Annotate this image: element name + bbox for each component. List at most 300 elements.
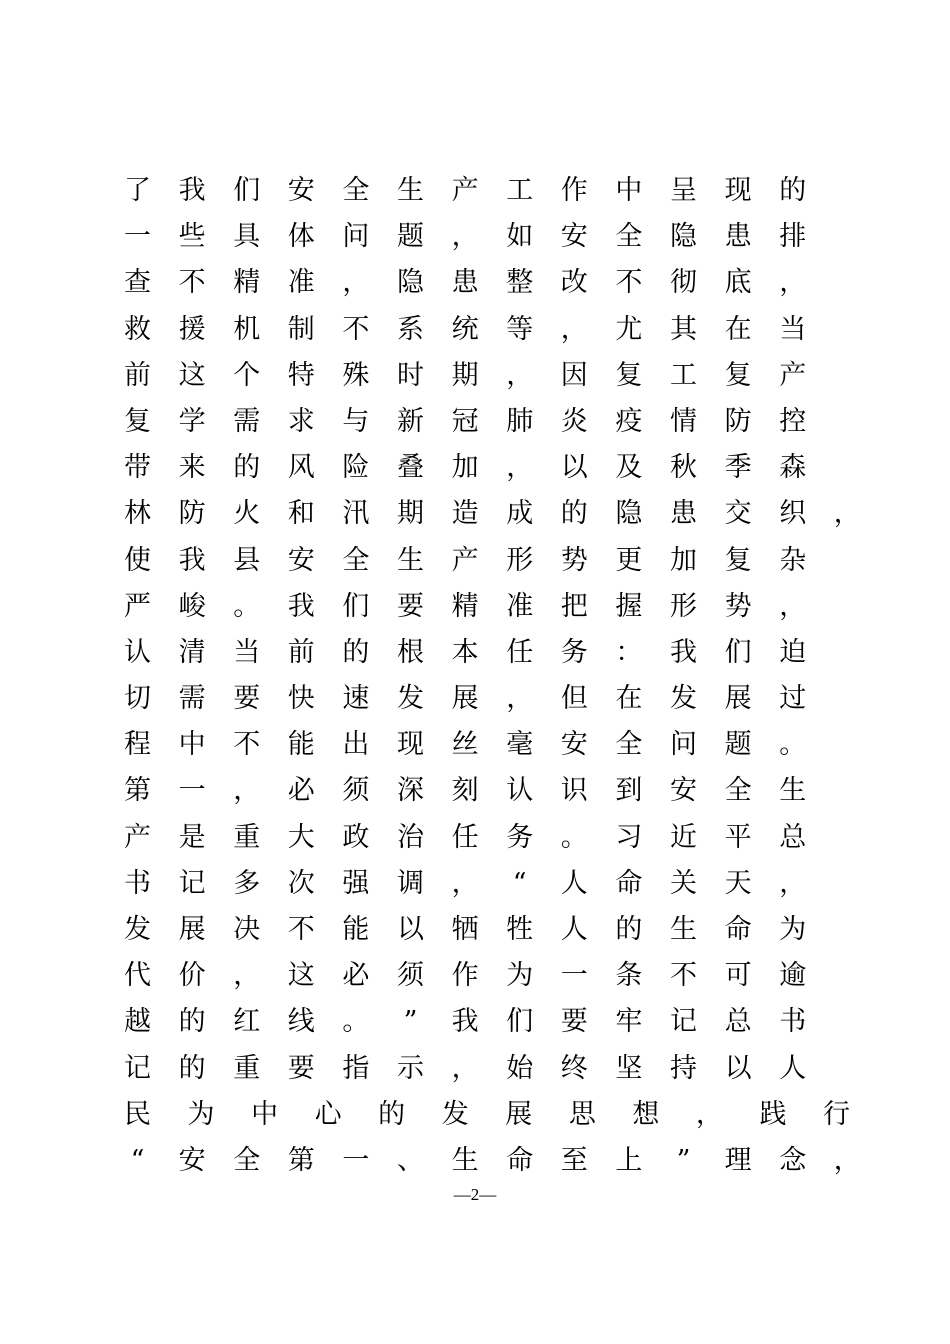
text-char: 呈 — [670, 175, 697, 206]
text-char: 逾 — [779, 960, 807, 992]
text-char: 能 — [287, 729, 315, 761]
text-line — [124, 815, 850, 861]
text-char: 产 — [779, 359, 807, 391]
text-char: 控 — [779, 405, 807, 437]
text-char: 隐 — [397, 267, 424, 299]
text-char: 们 — [342, 590, 370, 622]
page-number: —2— — [453, 1185, 497, 1204]
text-char: 不 — [342, 313, 370, 345]
text-char: 发 — [670, 683, 697, 715]
text-char: 全 — [342, 544, 370, 576]
text-char: 在 — [615, 683, 643, 715]
text-char: 践 — [759, 1098, 787, 1130]
text-line — [124, 260, 850, 306]
text-char: 工 — [670, 359, 697, 391]
text-char: 时 — [397, 359, 424, 391]
text-char: 汛 — [342, 498, 370, 530]
text-char: 来 — [178, 452, 206, 484]
text-char: 须 — [397, 960, 424, 992]
text-char: ， — [506, 452, 534, 484]
text-char: 示 — [397, 1052, 424, 1084]
text-char: 思 — [568, 1098, 596, 1130]
text-char: 复 — [724, 544, 752, 576]
text-char: 精 — [451, 590, 479, 622]
text-char: ， — [833, 498, 861, 530]
text-char: 大 — [287, 821, 315, 853]
text-char: 理 — [724, 1144, 752, 1176]
text-char: 须 — [342, 775, 370, 807]
text-char: 问 — [670, 729, 697, 761]
text-char: 冠 — [451, 405, 479, 437]
text-char: 治 — [397, 821, 424, 853]
text-line — [124, 584, 850, 630]
text-line — [124, 630, 850, 676]
text-char: 加 — [451, 452, 479, 484]
text-char: 重 — [233, 821, 261, 853]
text-char: 防 — [724, 405, 752, 437]
text-char: 复 — [124, 405, 151, 437]
text-char: 人 — [560, 867, 588, 899]
text-char: 患 — [670, 498, 697, 530]
text-char: 安 — [287, 175, 315, 206]
text-char: 产 — [451, 544, 479, 576]
text-char: 们 — [724, 636, 752, 668]
text-char: 当 — [779, 313, 807, 345]
text-line — [124, 953, 850, 999]
text-char: 中 — [251, 1098, 279, 1130]
text-line — [124, 1138, 861, 1184]
text-char: 平 — [724, 821, 752, 853]
text-char: 其 — [670, 313, 697, 345]
text-char: 作 — [560, 175, 588, 206]
text-char: 可 — [724, 960, 752, 992]
text-char: 为 — [187, 1098, 215, 1130]
text-char: 指 — [342, 1052, 370, 1084]
text-char: 记 — [178, 867, 206, 899]
text-char: 展 — [505, 1098, 533, 1130]
text-char: 握 — [615, 590, 643, 622]
text-char: 快 — [287, 683, 315, 715]
text-char: 改 — [560, 267, 588, 299]
text-char: 交 — [724, 498, 752, 530]
text-char: 生 — [779, 775, 807, 807]
text-char: 准 — [287, 267, 315, 299]
text-char: 条 — [615, 960, 643, 992]
text-char: 以 — [724, 1052, 752, 1084]
text-char: 体 — [287, 221, 315, 253]
text-line — [124, 768, 850, 814]
text-char: 隐 — [615, 498, 643, 530]
text-char: 风 — [287, 452, 315, 484]
text-char: 发 — [441, 1098, 469, 1130]
text-char: 命 — [724, 914, 752, 945]
text-char: 人 — [779, 1052, 807, 1084]
text-char: 务 — [560, 636, 588, 668]
text-char: 生 — [397, 175, 424, 206]
text-line — [124, 1046, 850, 1092]
text-char: “ — [130, 1144, 145, 1176]
text-char: ” — [403, 1006, 418, 1038]
text-char: ， — [233, 775, 261, 807]
text-char: 安 — [287, 544, 315, 576]
text-char: 现 — [397, 729, 424, 761]
text-char: 的 — [233, 452, 261, 484]
text-char: 势 — [560, 544, 588, 576]
text-line — [124, 676, 850, 722]
text-char: 刻 — [451, 775, 479, 807]
text-char: 上 — [615, 1144, 643, 1176]
text-char: 本 — [451, 636, 479, 668]
text-char: 务 — [506, 821, 534, 853]
text-char: 形 — [506, 544, 534, 576]
text-char: 不 — [670, 960, 697, 992]
text-char: 患 — [724, 221, 752, 253]
text-char: 能 — [342, 914, 370, 945]
text-char: 中 — [178, 729, 206, 761]
text-char: 的 — [779, 175, 807, 206]
text-char: 总 — [779, 821, 807, 853]
text-char: 民 — [124, 1098, 151, 1130]
text-char: 题 — [397, 221, 424, 253]
text-char: 终 — [560, 1052, 588, 1084]
text-char: 整 — [506, 267, 534, 299]
text-char: 要 — [233, 683, 261, 715]
text-char: 生 — [451, 1144, 479, 1176]
text-line — [124, 722, 850, 768]
text-char: 一 — [124, 221, 151, 253]
text-char: 需 — [233, 405, 261, 437]
text-line — [124, 399, 850, 445]
text-char: 安 — [178, 1144, 206, 1176]
text-char: 书 — [779, 1006, 807, 1038]
text-char: 多 — [233, 867, 261, 899]
text-char: 个 — [233, 359, 261, 391]
text-char: 想 — [632, 1098, 660, 1130]
text-char: 肺 — [506, 405, 534, 437]
text-char: 季 — [724, 452, 752, 484]
text-char: 中 — [615, 175, 643, 206]
text-char: ” — [676, 1144, 691, 1176]
text-char: ， — [451, 221, 479, 253]
text-char: 复 — [615, 359, 643, 391]
text-char: 安 — [670, 775, 697, 807]
text-char: 不 — [178, 267, 206, 299]
text-char: 。 — [779, 729, 807, 761]
text-char: 排 — [779, 221, 807, 253]
text-char: 形 — [670, 590, 697, 622]
text-char: 丝 — [451, 729, 479, 761]
text-char: 全 — [233, 1144, 261, 1176]
text-line — [124, 307, 850, 353]
text-char: ， — [779, 867, 807, 899]
text-char: 前 — [287, 636, 315, 668]
text-line — [124, 1092, 850, 1138]
text-char: 把 — [560, 590, 588, 622]
text-char: 援 — [178, 313, 206, 345]
text-char: 我 — [178, 544, 206, 576]
text-char: 是 — [178, 821, 206, 853]
text-char: 习 — [615, 821, 643, 853]
text-char: 认 — [506, 775, 534, 807]
text-line — [124, 214, 850, 260]
text-line — [124, 445, 850, 491]
text-char: 隐 — [670, 221, 697, 253]
text-char: 全 — [615, 221, 643, 253]
text-char: 们 — [233, 175, 261, 206]
text-char: 行 — [823, 1098, 850, 1130]
text-char: 速 — [342, 683, 370, 715]
text-char: 牢 — [615, 1006, 643, 1038]
text-char: 题 — [724, 729, 752, 761]
text-char: ， — [233, 960, 261, 992]
text-char: 。 — [560, 821, 588, 853]
text-char: ， — [833, 1144, 861, 1176]
text-char: “ — [512, 867, 527, 899]
text-char: 记 — [670, 1006, 697, 1038]
text-char: 命 — [615, 867, 643, 899]
text-char: 复 — [724, 359, 752, 391]
text-char: 不 — [615, 267, 643, 299]
text-char: 现 — [724, 175, 752, 206]
text-char: 识 — [560, 775, 588, 807]
text-char: 线 — [287, 1006, 315, 1038]
text-char: ， — [342, 267, 370, 299]
text-char: 因 — [560, 359, 588, 391]
text-char: 但 — [560, 683, 588, 715]
text-char: 火 — [233, 498, 261, 530]
text-char: 我 — [451, 1006, 479, 1038]
text-line — [124, 353, 850, 399]
text-char: 机 — [233, 313, 261, 345]
text-char: 切 — [124, 683, 151, 715]
text-char: 系 — [397, 313, 424, 345]
text-line — [124, 861, 850, 907]
text-char: ， — [695, 1098, 723, 1130]
text-char: 如 — [506, 221, 534, 253]
text-char: 调 — [397, 867, 424, 899]
text-char: 当 — [233, 636, 261, 668]
text-char: 的 — [378, 1098, 406, 1130]
text-char: 为 — [506, 960, 534, 992]
text-char: 在 — [724, 313, 752, 345]
text-char: 和 — [287, 498, 315, 530]
text-char: 准 — [506, 590, 534, 622]
text-char: 生 — [670, 914, 697, 945]
text-char: 必 — [342, 960, 370, 992]
text-char: 全 — [342, 175, 370, 206]
text-char: 我 — [287, 590, 315, 622]
text-char: 更 — [615, 544, 643, 576]
text-char: 前 — [124, 359, 151, 391]
text-char: 问 — [342, 221, 370, 253]
text-char: 精 — [233, 267, 261, 299]
text-char: ， — [451, 1052, 479, 1084]
text-char: 查 — [124, 267, 151, 299]
text-char: 记 — [124, 1052, 151, 1084]
text-char: 政 — [342, 821, 370, 853]
text-char: 全 — [615, 729, 643, 761]
text-char: ： — [615, 636, 643, 668]
text-char: 期 — [397, 498, 424, 530]
text-char: 疫 — [615, 405, 643, 437]
text-char: 的 — [178, 1052, 206, 1084]
text-line — [124, 491, 861, 537]
text-char: 统 — [451, 313, 479, 345]
body-text — [124, 168, 861, 1184]
text-char: 越 — [124, 1006, 151, 1038]
text-char: 要 — [287, 1052, 315, 1084]
text-char: 认 — [124, 636, 151, 668]
text-char: 为 — [779, 914, 807, 945]
text-char: 特 — [287, 359, 315, 391]
text-char: 深 — [397, 775, 424, 807]
text-char: 不 — [287, 914, 315, 945]
text-char: 生 — [397, 544, 424, 576]
text-char: 我 — [178, 175, 206, 206]
text-char: 的 — [560, 498, 588, 530]
text-char: 造 — [451, 498, 479, 530]
text-char: 到 — [615, 775, 643, 807]
text-char: 的 — [342, 636, 370, 668]
text-char: 救 — [124, 313, 151, 345]
text-char: 心 — [314, 1098, 342, 1130]
text-char: 价 — [178, 960, 206, 992]
text-char: 坚 — [615, 1052, 643, 1084]
text-char: ， — [451, 867, 479, 899]
text-char: 重 — [233, 1052, 261, 1084]
text-char: 殊 — [342, 359, 370, 391]
text-char: 决 — [233, 914, 261, 945]
text-char: 命 — [506, 1144, 534, 1176]
text-char: 林 — [124, 498, 151, 530]
text-char: 求 — [287, 405, 315, 437]
text-line — [124, 538, 850, 584]
text-char: 的 — [615, 914, 643, 945]
text-char: 牺 — [451, 914, 479, 945]
text-char: 代 — [124, 960, 151, 992]
text-char: 彻 — [670, 267, 697, 299]
text-char: 防 — [178, 498, 206, 530]
text-char: 县 — [233, 544, 261, 576]
text-char: 书 — [124, 867, 151, 899]
text-char: 秋 — [670, 452, 697, 484]
text-char: 毫 — [506, 729, 534, 761]
text-char: 患 — [451, 267, 479, 299]
text-char: 产 — [451, 175, 479, 206]
text-line — [124, 999, 850, 1045]
text-char: 展 — [178, 914, 206, 945]
text-char: 这 — [287, 960, 315, 992]
text-char: 、 — [397, 1144, 424, 1176]
text-char: 以 — [560, 452, 588, 484]
text-char: 不 — [233, 729, 261, 761]
text-char: 及 — [615, 452, 643, 484]
text-char: 强 — [342, 867, 370, 899]
text-char: 些 — [178, 221, 206, 253]
text-char: 使 — [124, 544, 151, 576]
text-char: 任 — [451, 821, 479, 853]
text-char: 根 — [397, 636, 424, 668]
text-char: 要 — [397, 590, 424, 622]
text-char: 总 — [724, 1006, 752, 1038]
text-char: 天 — [724, 867, 752, 899]
text-char: 牲 — [506, 914, 534, 945]
text-char: 杂 — [779, 544, 807, 576]
text-char: 底 — [724, 267, 752, 299]
text-char: 期 — [451, 359, 479, 391]
text-char: 安 — [560, 729, 588, 761]
text-char: 织 — [779, 498, 807, 530]
text-char: 迫 — [779, 636, 807, 668]
text-char: 始 — [506, 1052, 534, 1084]
text-char: 具 — [233, 221, 261, 253]
text-char: 作 — [451, 960, 479, 992]
text-char: 一 — [178, 775, 206, 807]
text-char: 等 — [506, 313, 534, 345]
text-char: 尤 — [615, 313, 643, 345]
text-char: 全 — [724, 775, 752, 807]
text-char: 以 — [397, 914, 424, 945]
text-char: 安 — [560, 221, 588, 253]
text-line — [124, 907, 850, 953]
text-char: 次 — [287, 867, 315, 899]
text-char: 这 — [178, 359, 206, 391]
text-char: 过 — [779, 683, 807, 715]
text-char: 第 — [287, 1144, 315, 1176]
text-char: 持 — [670, 1052, 697, 1084]
text-char: ， — [506, 359, 534, 391]
text-char: 。 — [233, 590, 261, 622]
text-char: 叠 — [397, 452, 424, 484]
text-char: 制 — [287, 313, 315, 345]
text-char: 一 — [342, 1144, 370, 1176]
text-char: 严 — [124, 590, 151, 622]
text-char: 势 — [724, 590, 752, 622]
text-char: 红 — [233, 1006, 261, 1038]
text-char: 工 — [506, 175, 534, 206]
text-char: 需 — [178, 683, 206, 715]
text-char: 近 — [670, 821, 697, 853]
text-char: 学 — [178, 405, 206, 437]
text-char: 产 — [124, 821, 151, 853]
text-char: 险 — [342, 452, 370, 484]
text-char: 带 — [124, 452, 151, 484]
text-char: 发 — [124, 914, 151, 945]
text-char: 成 — [506, 498, 534, 530]
text-char: 关 — [670, 867, 697, 899]
text-char: 清 — [178, 636, 206, 668]
text-char: ， — [779, 267, 807, 299]
text-char: 新 — [397, 405, 424, 437]
text-char: 要 — [560, 1006, 588, 1038]
text-char: 第 — [124, 775, 151, 807]
text-char: 出 — [342, 729, 370, 761]
text-char: 展 — [451, 683, 479, 715]
text-char: 与 — [342, 405, 370, 437]
text-char: 发 — [397, 683, 424, 715]
text-char: 展 — [724, 683, 752, 715]
text-char: 念 — [779, 1144, 807, 1176]
text-char: 们 — [506, 1006, 534, 1038]
text-char: 我 — [670, 636, 697, 668]
text-char: 加 — [670, 544, 697, 576]
text-char: 人 — [560, 914, 588, 945]
text-line — [124, 168, 850, 214]
text-char: 了 — [124, 175, 151, 206]
text-char: ， — [506, 683, 534, 715]
text-char: 情 — [670, 405, 697, 437]
text-char: ， — [779, 590, 807, 622]
